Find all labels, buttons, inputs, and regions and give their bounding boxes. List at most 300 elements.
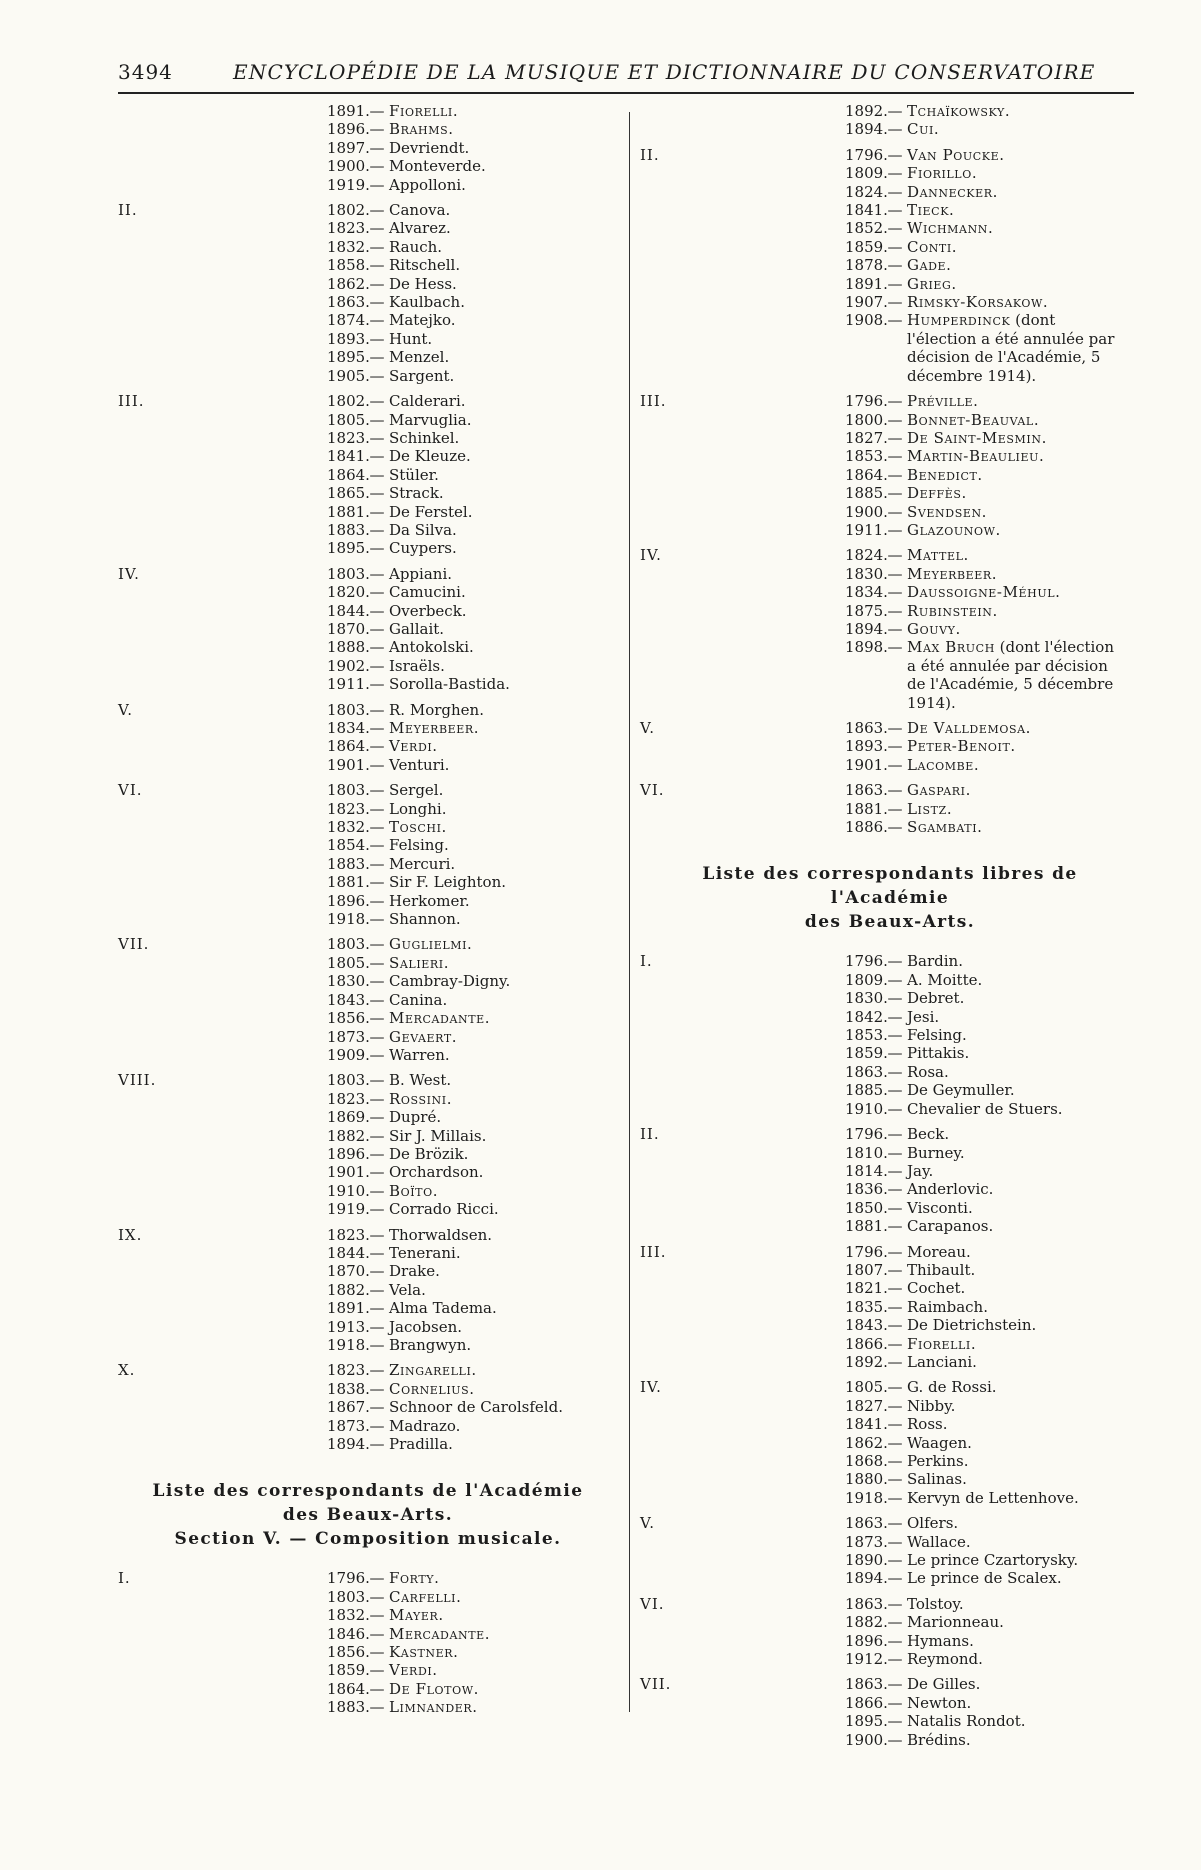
list-item (845, 293, 1140, 311)
list-item (327, 1071, 618, 1089)
entry-name (907, 1694, 971, 1712)
entry-name (389, 1163, 483, 1181)
list-item (327, 293, 618, 311)
entry-name-text: Olfers. (907, 1514, 959, 1533)
right-list-heading (640, 862, 1140, 934)
entry-dash: — (369, 818, 385, 837)
entry-name (389, 157, 486, 175)
right-heading-line2: des Beaux-Arts. (804, 912, 976, 933)
section (640, 1378, 1140, 1507)
entry-name (389, 392, 466, 410)
entry-name (389, 293, 465, 311)
entry-name (389, 139, 469, 157)
entry-name-text: Waagen. (907, 1433, 972, 1452)
entry-name (907, 1470, 967, 1488)
entry-dash: — (369, 1243, 385, 1262)
entry-year: 1859. (327, 1661, 370, 1680)
entry-year: 1803. (327, 700, 370, 719)
list-item (845, 546, 1140, 564)
entry-year: 1805. (327, 410, 370, 429)
entry-dash: — (369, 1661, 385, 1680)
entry-name-text: Rauch. (389, 237, 443, 256)
entry-name-text: Drake. (389, 1262, 440, 1281)
entry-name (907, 989, 964, 1007)
entry-year: 1866. (845, 1334, 888, 1353)
entry-year: 1912. (845, 1650, 888, 1669)
entry-dash: — (887, 447, 903, 466)
entry-name-text: Cornelius. (389, 1379, 475, 1398)
list-item (327, 972, 618, 990)
entry-year: 1898. (845, 638, 888, 657)
entry-name-text: Max Bruch (907, 638, 995, 657)
entry-name (389, 1698, 478, 1716)
entry-name-text: Guglielmi. (389, 935, 473, 954)
entry-name (389, 701, 484, 719)
entry-list (845, 1378, 1140, 1507)
entry-name (907, 164, 977, 182)
entry-name-text: Visconti. (907, 1198, 973, 1217)
section-number: I. (640, 952, 653, 971)
entry-year: 1842. (845, 1007, 888, 1026)
list-item (327, 701, 618, 719)
entry-name-text: Cui. (907, 120, 940, 139)
entry-year: 1881. (327, 502, 370, 521)
entry-year: 1864. (845, 465, 888, 484)
entry-year: 1830. (327, 972, 370, 991)
entry-name-text: Préville. (907, 392, 979, 411)
entry-year: 1896. (327, 891, 370, 910)
entry-name (389, 1661, 438, 1679)
entry-name (389, 411, 472, 429)
entry-year: 1850. (845, 1198, 888, 1217)
entry-year: 1796. (845, 1242, 888, 1261)
list-item (327, 675, 618, 693)
list-item (327, 1417, 618, 1435)
entry-name-text: Salieri. (389, 953, 450, 972)
entry-name (389, 1318, 462, 1336)
entry-year: 1844. (327, 601, 370, 620)
entry-name (907, 818, 983, 836)
list-item (845, 1694, 1140, 1712)
entry-name-text: Sorolla-Bastida. (389, 675, 510, 694)
entry-name (389, 1643, 459, 1661)
entry-year: 1803. (327, 781, 370, 800)
entry-dash: — (369, 138, 385, 157)
entry-name-text: De Gilles. (907, 1675, 981, 1694)
list-item (327, 1643, 618, 1661)
entry-year: 1834. (845, 583, 888, 602)
entry-year: 1821. (845, 1279, 888, 1298)
list-item (845, 952, 1140, 970)
entry-name (389, 484, 444, 502)
entry-name (907, 1100, 1063, 1118)
entry-dash: — (369, 1181, 385, 1200)
entry-year: 1888. (327, 638, 370, 657)
entry-name-text: Overbeck. (389, 601, 467, 620)
entry-name (907, 565, 997, 583)
entry-name (389, 756, 449, 774)
entry-year: 1824. (845, 546, 888, 565)
entry-year: 1796. (845, 952, 888, 971)
list-item (327, 1588, 618, 1606)
entry-name-text: Appiani. (389, 564, 453, 583)
entry-year: 1805. (327, 953, 370, 972)
entry-name (907, 1551, 1078, 1569)
entry-name-text: Dannecker. (907, 182, 998, 201)
right-sections-2 (640, 952, 1140, 1749)
entry-name-text: Nibby. (907, 1396, 956, 1415)
list-item (845, 602, 1140, 620)
right-column (640, 102, 1140, 1756)
section-number: V. (640, 719, 655, 737)
list-item (327, 638, 618, 656)
entry-dash: — (369, 366, 385, 385)
entry-dash: — (887, 1242, 903, 1261)
entry-dash: — (887, 1631, 903, 1650)
entry-name-text: De Ferstel. (389, 502, 473, 521)
entry-name-text: Toschi. (389, 818, 447, 837)
entry-list (845, 1125, 1140, 1235)
entry-name (389, 201, 450, 219)
entry-year: 1919. (327, 175, 370, 194)
entry-year: 1891. (845, 274, 888, 293)
entry-dash: — (369, 1361, 385, 1380)
entry-dash: — (369, 700, 385, 719)
left-heading-line1: Liste des correspondants de l'Académie (152, 1481, 584, 1502)
entry-list (845, 146, 1140, 385)
entry-year: 1882. (327, 1126, 370, 1145)
entry-name-text: Anderlovic. (907, 1180, 994, 1199)
entry-name (907, 120, 939, 138)
entry-name (907, 219, 993, 237)
entry-name (907, 800, 952, 818)
entry-dash: — (369, 972, 385, 991)
entry-name (389, 675, 510, 693)
entry-dash: — (369, 329, 385, 348)
list-item (327, 157, 618, 175)
entry-name-text: Conti. (907, 237, 958, 256)
list-item (327, 120, 618, 138)
entry-year: 1863. (845, 1675, 888, 1694)
entry-year: 1901. (845, 755, 888, 774)
entry-year: 1864. (327, 737, 370, 756)
entry-name-text: Debret. (907, 989, 965, 1008)
entry-dash: — (369, 157, 385, 176)
entry-note: (dont l'élection a été annulée par décision de l'Académie, 5 décembre 1914). (907, 638, 1115, 712)
entry-year: 1891. (327, 102, 370, 120)
entry-name-text: Jacobsen. (389, 1317, 462, 1336)
section-number: X. (118, 1361, 136, 1380)
entry-dash: — (369, 1163, 385, 1182)
entry-name (907, 1316, 1036, 1334)
entry-dash: — (887, 1279, 903, 1298)
entry-name (389, 800, 446, 818)
list-item (845, 1712, 1140, 1730)
entry-list (327, 935, 618, 1064)
entry-dash: — (887, 1693, 903, 1712)
entry-dash: — (369, 311, 385, 330)
page-header (118, 58, 1134, 94)
entry-list (327, 1361, 618, 1453)
entry-name (907, 971, 982, 989)
entry-name-text: Alma Tadema. (389, 1299, 497, 1318)
entry-name (907, 256, 952, 274)
right-sections (640, 102, 1140, 836)
page-number: 3494 (118, 60, 173, 84)
entry-dash: — (369, 601, 385, 620)
entry-name (389, 1680, 479, 1698)
entry-year: 1895. (327, 539, 370, 558)
list-item (327, 466, 618, 484)
entry-year: 1894. (327, 1435, 370, 1454)
entry-name (389, 1435, 453, 1453)
entry-dash: — (369, 502, 385, 521)
entry-dash: — (887, 989, 903, 1008)
list-item (327, 392, 618, 410)
entry-name (907, 238, 957, 256)
entry-year: 1863. (845, 719, 888, 737)
entry-name (389, 565, 452, 583)
entry-name-text: Gade. (907, 256, 952, 275)
entry-dash: — (369, 737, 385, 756)
list-item (327, 521, 618, 539)
entry-dash: — (369, 910, 385, 929)
entry-name (907, 1199, 973, 1217)
entry-dash: — (369, 1624, 385, 1643)
entry-name-text: Burney. (907, 1143, 965, 1162)
entry-dash: — (887, 1297, 903, 1316)
entry-name-text: De Brözik. (389, 1144, 469, 1163)
list-item (845, 1415, 1140, 1433)
entry-dash: — (887, 583, 903, 602)
entry-year: 1869. (327, 1108, 370, 1127)
entry-dash: — (887, 1613, 903, 1632)
entry-dash: — (369, 1126, 385, 1145)
entry-name-text: Carapanos. (907, 1217, 994, 1236)
section-number: VII. (118, 935, 150, 954)
entry-dash: — (887, 1378, 903, 1397)
list-item (845, 781, 1140, 799)
entry-name (389, 539, 457, 557)
entry-name (389, 176, 466, 194)
entry-year: 1893. (327, 329, 370, 348)
entry-name (389, 1145, 468, 1163)
list-item (327, 348, 618, 366)
entry-name-text: A. Moitte. (907, 970, 983, 989)
entry-dash: — (369, 1606, 385, 1625)
entry-year: 1863. (845, 1594, 888, 1613)
entry-name (907, 447, 1044, 465)
entry-name-text: Cambray-Digny. (389, 972, 511, 991)
entry-name (907, 1125, 949, 1143)
entry-year: 1803. (327, 935, 370, 954)
entry-year: 1881. (845, 1217, 888, 1236)
entry-year: 1900. (327, 157, 370, 176)
entry-name (907, 1613, 1004, 1631)
section (640, 1514, 1140, 1588)
entry-list (327, 102, 618, 194)
entry-dash: — (887, 237, 903, 256)
entry-year: 1807. (845, 1260, 888, 1279)
list-item (845, 1569, 1140, 1587)
list-item (327, 367, 618, 385)
entry-name-text: Verdi. (389, 737, 438, 756)
entry-name (907, 1731, 971, 1749)
entry-name (907, 201, 954, 219)
entry-name (389, 466, 439, 484)
entry-year: 1824. (845, 182, 888, 201)
list-item (327, 657, 618, 675)
list-item (845, 971, 1140, 989)
entry-dash: — (887, 465, 903, 484)
entry-name-text: Tenerani. (389, 1243, 461, 1262)
entry-name-text: Peter-Benoit. (907, 737, 1016, 756)
section (640, 392, 1140, 539)
entry-name-text: Fiorelli. (907, 1334, 977, 1353)
entry-name-text: Rossini. (389, 1089, 453, 1108)
entry-year: 1910. (327, 1181, 370, 1200)
entry-name (389, 781, 443, 799)
entry-year: 1796. (845, 392, 888, 411)
list-item (327, 1361, 618, 1379)
entry-dash: — (369, 891, 385, 910)
entry-name-text: Kervyn de Lettenhove. (907, 1488, 1079, 1507)
list-item (327, 756, 618, 774)
list-item (845, 164, 1140, 182)
entry-name (907, 602, 998, 620)
entry-name-text: Beck. (907, 1125, 950, 1144)
entry-name-text: Grieg. (907, 274, 957, 293)
list-item (327, 1226, 618, 1244)
list-item (327, 1163, 618, 1181)
entry-name-text: Reymond. (907, 1650, 983, 1669)
list-item (845, 1243, 1140, 1261)
entry-dash: — (369, 520, 385, 539)
entry-dash: — (887, 120, 903, 139)
entry-name (389, 1398, 563, 1416)
entry-dash: — (887, 952, 903, 971)
entry-dash: — (887, 564, 903, 583)
entry-name (907, 1261, 975, 1279)
entry-name (907, 1514, 958, 1532)
entry-dash: — (887, 201, 903, 220)
entry-year: 1900. (845, 502, 888, 521)
entry-name (389, 638, 474, 656)
entry-name (907, 737, 1016, 755)
entry-dash: — (369, 854, 385, 873)
entry-year: 1896. (327, 120, 370, 139)
list-item (845, 620, 1140, 638)
entry-name-text: Stüler. (389, 465, 439, 484)
entry-name-text: Mattel. (907, 546, 969, 565)
list-item (845, 1675, 1140, 1693)
entry-name-text: Madrazo. (389, 1416, 461, 1435)
column-divider (629, 112, 630, 1712)
list-item (327, 201, 618, 219)
entry-year: 1843. (327, 990, 370, 1009)
entry-name (907, 546, 969, 564)
entry-list (327, 1226, 618, 1355)
entry-year: 1844. (327, 1243, 370, 1262)
entry-name-text: Dupré. (389, 1108, 442, 1127)
entry-dash: — (887, 1007, 903, 1026)
entry-name-text: Forty. (389, 1569, 440, 1588)
list-item (327, 1380, 618, 1398)
entry-name (907, 1650, 983, 1668)
entry-year: 1901. (327, 1163, 370, 1182)
list-item (327, 1336, 618, 1354)
section-number: IV. (118, 564, 140, 583)
entry-name-text: R. Morghen. (389, 700, 484, 719)
entry-dash: — (887, 781, 903, 800)
entry-name (907, 1144, 965, 1162)
entry-dash: — (887, 970, 903, 989)
entry-dash: — (369, 175, 385, 194)
entry-dash: — (887, 1161, 903, 1180)
entry-name (389, 348, 449, 366)
entry-dash: — (887, 428, 903, 447)
entry-dash: — (369, 1416, 385, 1435)
list-item (845, 565, 1140, 583)
entry-dash: — (887, 619, 903, 638)
entry-year: 1880. (845, 1470, 888, 1489)
entry-name-text: Ritschell. (389, 256, 461, 275)
entry-dash: — (887, 1675, 903, 1694)
entry-name-text: Sergel. (389, 781, 444, 800)
list-item (845, 1162, 1140, 1180)
entry-dash: — (369, 1569, 385, 1588)
entry-list (845, 546, 1140, 712)
section (118, 781, 618, 928)
list-item (845, 1551, 1140, 1569)
entry-list (845, 719, 1140, 774)
entry-year: 1911. (845, 520, 888, 539)
entry-dash: — (887, 1488, 903, 1507)
entry-year: 1890. (845, 1551, 888, 1570)
entry-dash: — (887, 1217, 903, 1236)
entry-name-text: Felsing. (389, 836, 449, 855)
entry-dash: — (369, 1144, 385, 1163)
entry-year: 1918. (327, 1336, 370, 1354)
entry-name (907, 1712, 1026, 1730)
list-item (845, 1199, 1140, 1217)
list-item (845, 638, 1140, 712)
entry-dash: — (369, 1200, 385, 1219)
entry-name (907, 1378, 997, 1396)
entry-dash: — (887, 1260, 903, 1279)
entry-name (389, 1281, 426, 1299)
list-item (845, 429, 1140, 447)
list-item (845, 756, 1140, 774)
entry-name (907, 293, 1048, 311)
entry-dash: — (369, 953, 385, 972)
entry-name (389, 238, 442, 256)
entry-year: 1802. (327, 392, 370, 411)
entry-name (907, 719, 1031, 737)
entry-year: 1873. (327, 1027, 370, 1046)
entry-name (389, 1361, 477, 1379)
entry-name (389, 1588, 462, 1606)
list-item (327, 275, 618, 293)
entry-year: 1896. (845, 1631, 888, 1650)
entry-dash: — (369, 1587, 385, 1606)
entry-name (907, 275, 957, 293)
entry-name (389, 1569, 439, 1587)
list-item (327, 1435, 618, 1453)
entry-dash: — (887, 1026, 903, 1045)
left-heading-line2: des Beaux-Arts. (282, 1505, 454, 1526)
entry-name-text: Daussoigne-Méhul. (907, 583, 1061, 602)
